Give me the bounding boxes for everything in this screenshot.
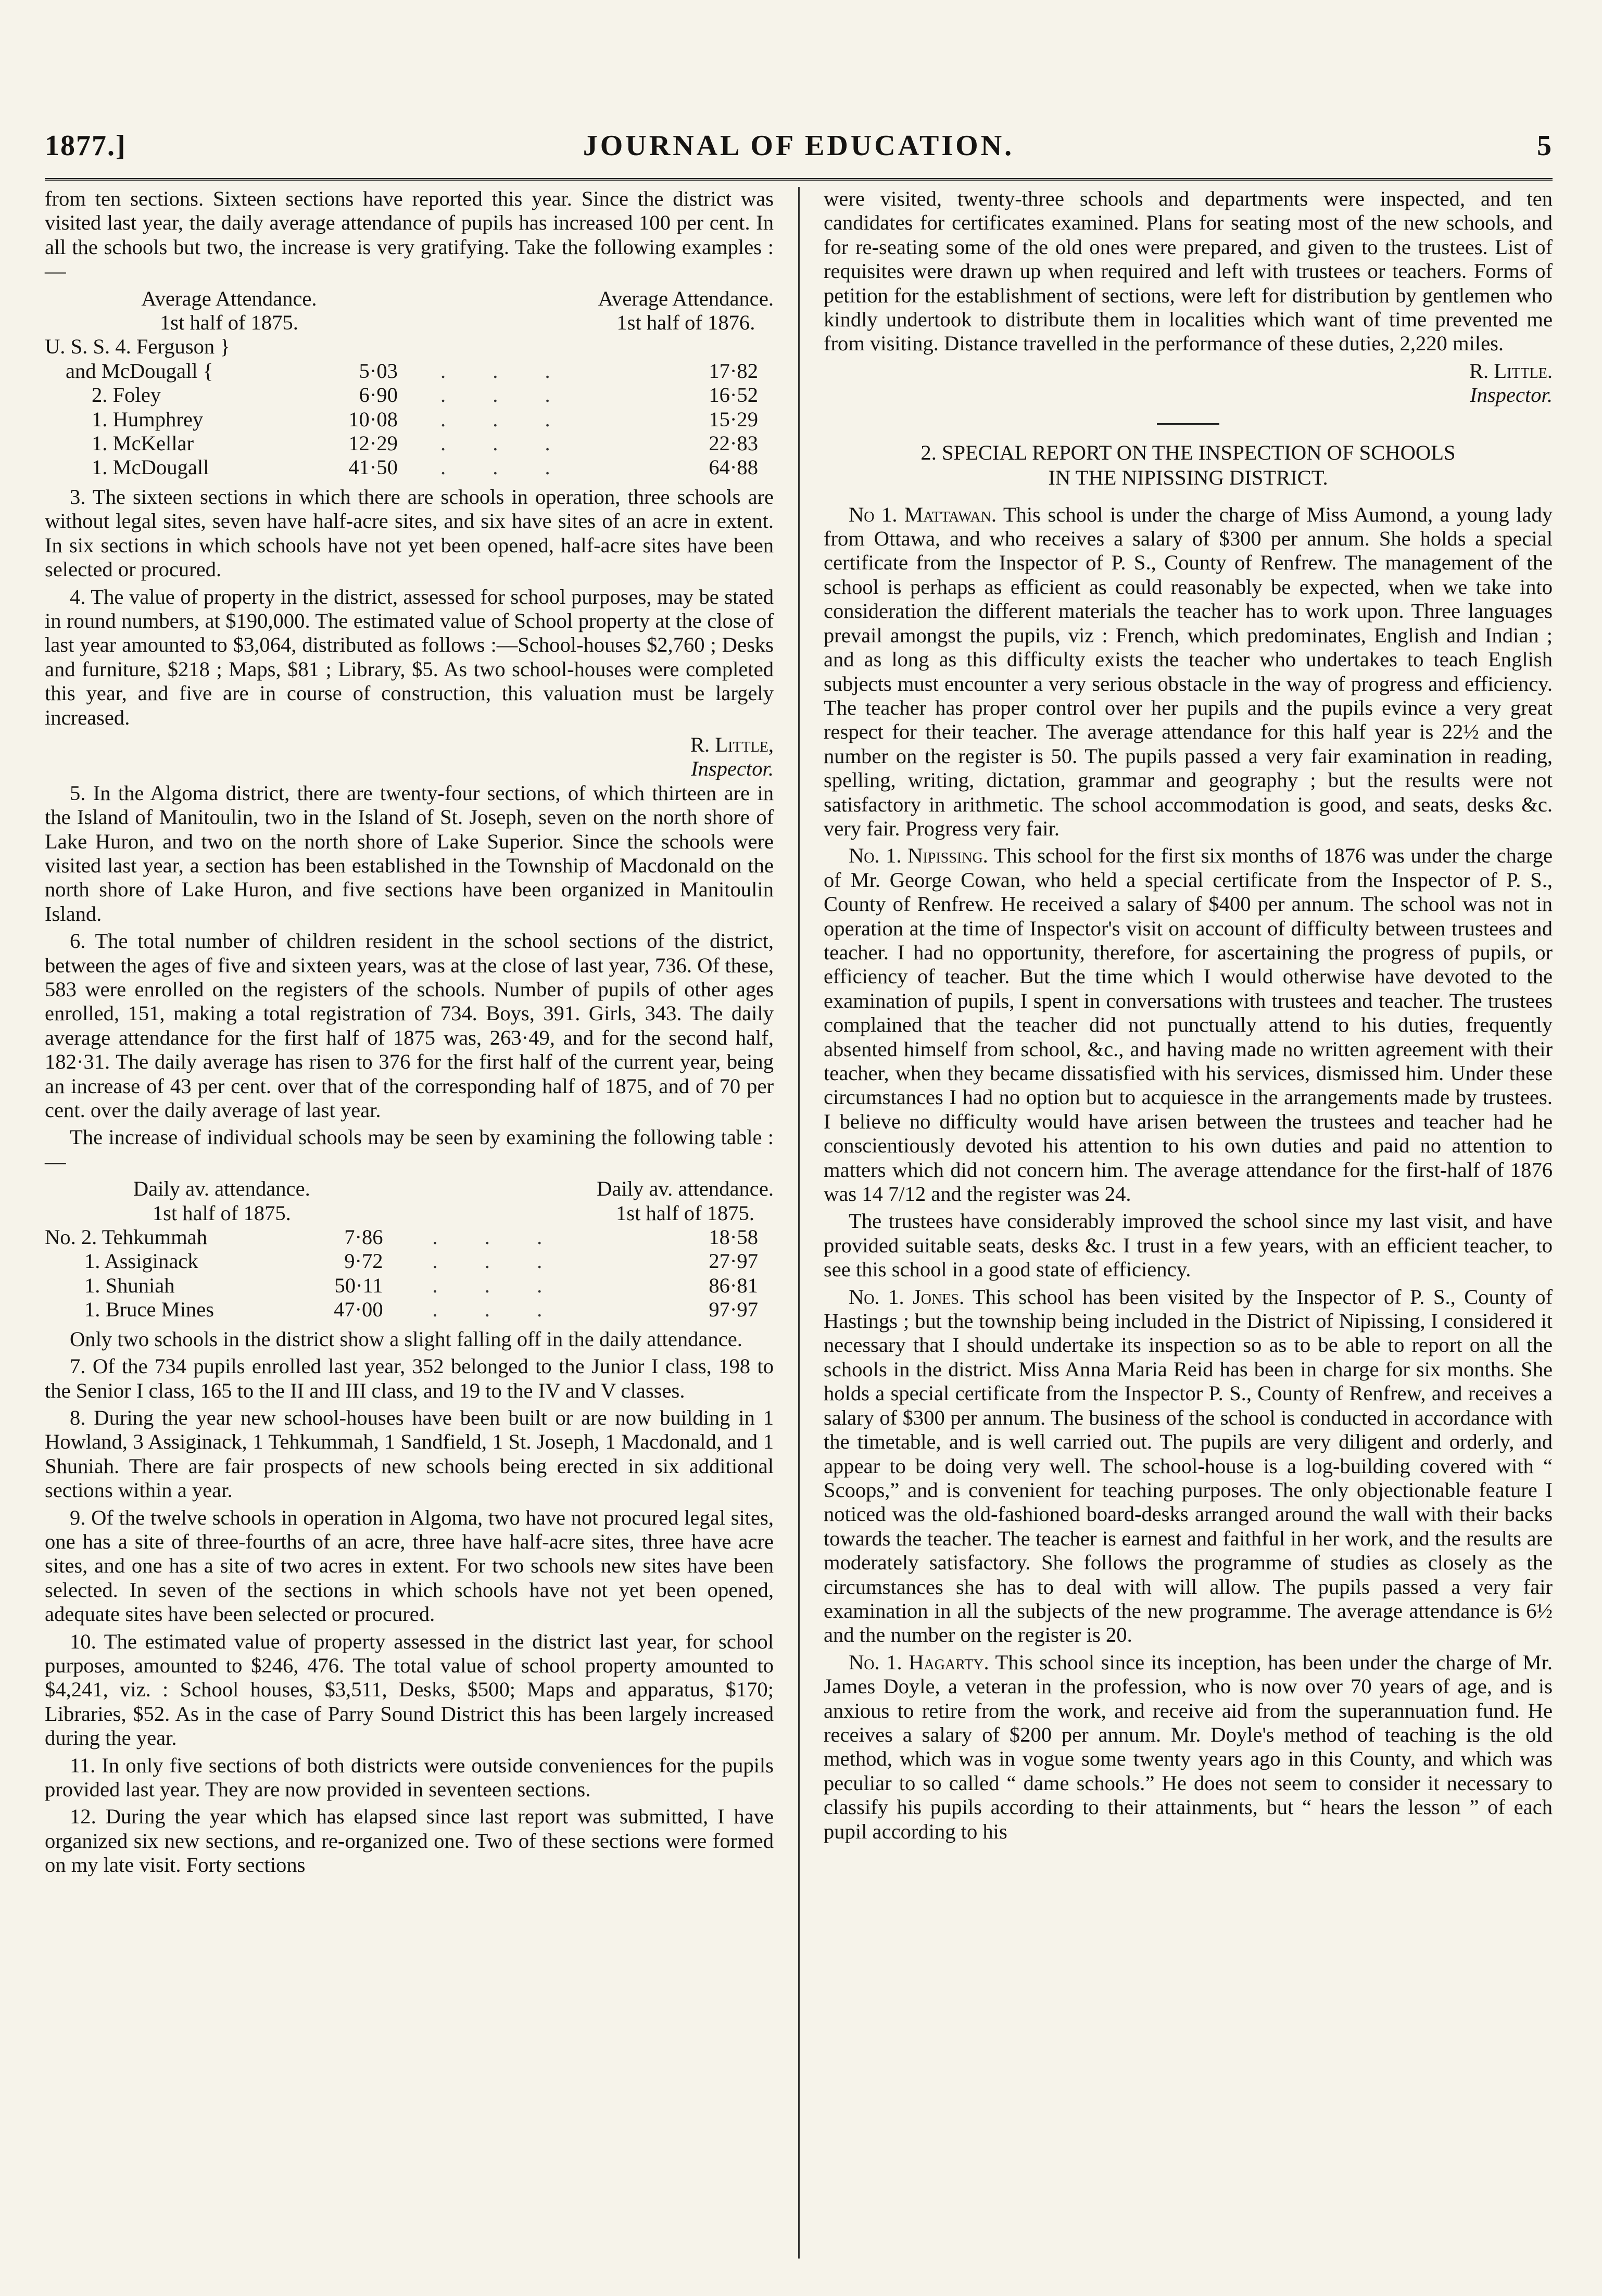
left-column bbox=[45, 187, 774, 2259]
signature-title: Inspector. bbox=[1470, 383, 1553, 407]
paragraph-6c: Only two schools in the district show a slight falling off in the daily attendance. bbox=[70, 1327, 742, 1351]
paragraph-continued: were visited, twenty-three schools and departments were inspected, and ten candidates for certificates examined. Plans for seating most of the new schools, and for re-seating some of the old ones were prepared, and given to the trustees. List of requisites were drawn up when required and left with trustees or teachers. Forms of petition for the establishment of sections, were left for distribution by gentlemen who kindly undertook to distribute them in localities which want of time prevented me from visiting. Distance travelled in the performance of these duties, 2,220 miles. bbox=[824, 187, 1553, 356]
school-name-jones: No. 1. Jones. bbox=[849, 1285, 965, 1309]
table-row: No. 2. Tehkummah 7·86 . . . 18·58 bbox=[45, 1225, 774, 1249]
issue-year: 1877.] bbox=[45, 130, 127, 162]
paragraph-12: 12. During the year which has elapsed since last report was submitted, I have organized six new sections, and re-organized one. Two of these sections were formed on my late visit. Forty sections bbox=[45, 1805, 774, 1877]
attendance-table-1 bbox=[45, 287, 774, 480]
value-1876: 27·97 bbox=[709, 1249, 758, 1273]
school-name-hagarty: No. 1. Hagarty. bbox=[849, 1650, 989, 1674]
heading-line-1: 2. SPECIAL REPORT ON THE INSPECTION OF SCHOOLS bbox=[920, 440, 1456, 464]
table-row bbox=[45, 335, 774, 359]
row-label: 2. Foley bbox=[92, 383, 161, 407]
value-1876: 64·88 bbox=[709, 455, 758, 479]
table2-col1-head: Daily av. attendance. bbox=[133, 1177, 310, 1201]
table-row: 1. Bruce Mines 47·00 . . . 97·97 bbox=[45, 1298, 774, 1322]
table2-col2-sub: 1st half of 1875. bbox=[616, 1201, 755, 1225]
school-name-nipissing: No. 1. Nipissing. bbox=[849, 844, 988, 868]
table-row: 1. Assiginack 9·72 . . . 27·97 bbox=[45, 1249, 774, 1273]
signature-title: Inspector. bbox=[691, 757, 774, 781]
table2-col2-head: Daily av. attendance. bbox=[597, 1177, 774, 1201]
value-1876: 17·82 bbox=[709, 359, 758, 383]
value-1875: 5·03 bbox=[359, 359, 398, 383]
column-rule bbox=[798, 187, 800, 2259]
table-row: 1. McKellar 12·29 . . . 22·83 bbox=[45, 432, 774, 455]
value-1875: 47·00 bbox=[333, 1298, 383, 1322]
paragraph-trustees: The trustees have considerably improved the school since my last visit, and have provided suitable seats, desks &c. I trust in a few years, with an efficient teacher, to see this school in a good state of efficiency. bbox=[824, 1209, 1553, 1282]
paragraph-intro: from ten sections. Sixteen sections have reported this year. Since the district was visited last year, the daily average attendance of pupils has increased 100 per cent. In all the schools but two, the increase is very gratifying. Take the following examples :— bbox=[45, 187, 774, 283]
report-nipissing: No. 1. Nipissing. This school for the first six months of 1876 was under the charge of Mr. George Cowan, who held a special certificate from the Inspector of P. S., County of Renfrew. He received a salary of $400 per annum. The school was not in operation at the time of Inspector's visit on account of difficulty between trustees and teacher. I had no opportunity, therefore, for ascertaining the progress of pupils, or efficiency of teacher. But the time which I would otherwise have devoted to the examination of pupils, I spent in conversations with trustees and teacher. The trustees complained that the teacher did not punctually attend to his duties, frequently absented himself from school, &c., and having made no written agreement with their teacher, when they became dissatisfied with his services, dismissed him. Under these circumstances I had no option but to acquiesce in the arrangements made by trustees. I believe no difficulty would have arisen between the trustees and teacher had he conscientiously devoted his attention to his own duties and paid no attention to matters which did not concern him. The average attendance for the first-half of 1876 was 14 7/12 and the register was 24. bbox=[824, 844, 1553, 1206]
heading-line-2: IN THE NIPISSING DISTRICT. bbox=[1048, 465, 1328, 489]
report-jones: No. 1. Jones. This school has been visited by the Inspector of P. S., County of Hastings ; but the township being included in the District of Nipissing, I considered it necessary that I should undertake its inspection so as to be able to report on all the schools in the district. Miss Anna Maria Reid has been in charge for six months. She holds a special certificate from the Inspector P. S., County of Renfrew, and receives a salary of $300 per annum. The business of the school is conducted in accordance with the timetable, and is well carried out. The pupils are very diligent and orderly, and appear to be doing very well. The school-house is a log-building covered with “ Scoops,” and is convenient for teaching purposes. The only objectionable feature I noticed was the old-fashioned board-desks arranged around the wall with their backs towards the teacher. The teacher is earnest and faithful in her work, and the results are moderately satisfactory. She follows the programme of studies as closely as the circumstances she has to deal with will allow. The pupils passed a very fair examination in all the subjects of the new programme. The average attendance is 6½ and the number on the register is 20. bbox=[824, 1285, 1553, 1647]
value-1876: 86·81 bbox=[709, 1273, 758, 1297]
signature-name: R. Little. bbox=[1469, 359, 1553, 383]
signature-name: R. Little, bbox=[690, 732, 774, 756]
value-1876: 15·29 bbox=[709, 407, 758, 431]
row-label: U. S. S. 4. Ferguson } bbox=[45, 335, 230, 359]
value-1876: 22·83 bbox=[709, 432, 758, 455]
paragraph-3: 3. The sixteen sections in which there are schools in operation, three schools are without legal sites, seven have half-acre sites, and six have sites of an acre in extent. In six sections in which schools have not yet been opened, half-acre sites have been selected or procured. bbox=[45, 485, 774, 581]
value-1875: 10·08 bbox=[348, 407, 398, 431]
paragraph-6: 6. The total number of children resident in the school sections of the district, between the ages of five and sixteen years, was at the close of last year, 736. Of these, 583 were enrolled on the registers of the schools. Number of pupils of other ages enrolled, 151, making a total registration of 734. Boys, 391. Girls, 343. The daily average attendance for the first half of 1875 was, 263·49, and for the second half, 182·31. The daily average has risen to 376 for the first half of the current year, being an increase of 43 per cent. over that of the corresponding half of 1875, and of 70 per cent. over the daily average of last year. bbox=[45, 929, 774, 1122]
right-column bbox=[824, 187, 1553, 2259]
text-columns bbox=[45, 187, 1553, 2259]
value-1876: 97·97 bbox=[709, 1298, 758, 1322]
paragraph-6b: The increase of individual schools may be seen by examining the following table :— bbox=[45, 1125, 774, 1173]
table2-col1-sub: 1st half of 1875. bbox=[152, 1201, 291, 1225]
value-1875: 7·86 bbox=[344, 1225, 383, 1249]
journal-title: JOURNAL OF EDUCATION. bbox=[583, 130, 1015, 162]
value-1875: 12·29 bbox=[348, 432, 398, 455]
paragraph-9: 9. Of the twelve schools in operation in Algoma, two have not procured legal sites, one has a site of three-fourths of an acre, three have half-acre sites, three have acre sites, and one has a site of two acres in extent. For two schools new sites have been selected. In seven of the sections in which schools have not yet been opened, adequate sites have been selected or procured. bbox=[45, 1505, 774, 1626]
value-1876: 16·52 bbox=[709, 383, 758, 407]
table-row: 1. Humphrey 10·08 . . . 15·29 bbox=[45, 408, 774, 432]
report-mattawan: No 1. Mattawan. This school is under the charge of Miss Aumond, a young lady from Ottawa, and who receives a salary of $300 per annum. She holds a special certificate from the Inspector of P. S., County of Renfrew. The management of the school is perhaps as efficient as could reasonably be expected, when we take into consideration the different materials the teacher has to work upon. Three languages prevail amongst the pupils, viz : French, which predominates, English and Indian ; and as long as this difficulty exists the teacher who undertakes to teach English subjects must encounter a very serious obstacle in the way of progress and efficiency. The teacher has proper control over her pupils and the pupils evince a very great respect for their teacher. The average attendance for this half year is 22½ and the number on the register is 50. The pupils passed a very fair examination in reading, spelling, writing, dictation, grammar and geography ; but the results were not satisfactory in arithmetic. The school accommodation is good, and seats, desks &c. very fair. Progress very fair. bbox=[824, 502, 1553, 840]
school-name-mattawan: No 1. Mattawan. bbox=[849, 502, 997, 526]
page-number: 5 bbox=[1537, 130, 1553, 162]
paragraph-11: 11. In only five sections of both districts were outside conveniences for the pupils provided last year. They are now provided in seventeen sections. bbox=[45, 1753, 774, 1801]
header-rule bbox=[45, 178, 1553, 181]
table1-col1-head: Average Attendance. bbox=[141, 286, 317, 310]
report-hagarty: No. 1. Hagarty. This school since its inception, has been under the charge of Mr. James Doyle, a veteran in the profession, who is now over 70 years of age, and is anxious to retire from the work, and receive aid from the superannuation fund. He receives a salary of $200 per annum. Mr. Doyle's method of teaching is the old method, which was in vogue some twenty years ago in this County, and which was peculiar to so called “ dame schools.” He does not seem to consider it necessary to classify his pupils according to their attainments, but “ hears the lesson ” of each pupil according to his bbox=[824, 1650, 1553, 1843]
row-label: 1. McKellar bbox=[92, 432, 194, 455]
paragraph-8: 8. During the year new school-houses have been built or are now building in 1 Howland, 3 Assiginack, 1 Tehkummah, 1 Sandfield, 1 St. Joseph, 1 Macdonald, and 1 Shuniah. There are fair prospects of new schools being erected in six additional sections within a year. bbox=[45, 1405, 774, 1502]
value-1875: 9·72 bbox=[344, 1249, 383, 1273]
paragraph-7: 7. Of the 734 pupils enrolled last year, 352 belonged to the Junior I class, 198 to the Senior I class, 165 to the II and III class, and 19 to the IV and V classes. bbox=[45, 1354, 774, 1402]
row-label: 1. Assiginack bbox=[84, 1249, 198, 1273]
table-row: 1. Shuniah 50·11 . . . 86·81 bbox=[45, 1274, 774, 1298]
row-label: 1. Humphrey bbox=[92, 407, 204, 431]
value-1875: 41·50 bbox=[348, 455, 398, 479]
paragraph-10: 10. The estimated value of property assessed in the district last year, for school purposes, amounted to $246, 476. The total value of school property amounted to $4,241, viz. : School houses, $3,511, Desks, $500; Maps and apparatus, $170; Libraries, $52. As in the case of Parry Sound District this has been largely increased during the year. bbox=[45, 1629, 774, 1750]
table-row: 1. McDougall 41·50 . . . 64·88 bbox=[45, 455, 774, 479]
row-label: 1. Shuniah bbox=[84, 1273, 175, 1297]
value-1875: 50·11 bbox=[334, 1273, 383, 1297]
row-label: 1. McDougall bbox=[92, 455, 209, 479]
attendance-table-2 bbox=[45, 1177, 774, 1322]
table-row: and McDougall { 5·03 . . . 17·82 bbox=[45, 359, 774, 383]
row-label: 1. Bruce Mines bbox=[84, 1298, 215, 1322]
row-label: and McDougall { bbox=[66, 359, 213, 383]
table1-col2-sub: 1st half of 1876. bbox=[616, 311, 755, 335]
section-rule bbox=[1157, 423, 1219, 425]
section-heading bbox=[824, 440, 1553, 490]
paragraph-5: 5. In the Algoma district, there are twenty-four sections, of which thirteen are in the Island of Manitoulin, two in the Island of St. Joseph, seven on the north shore of Lake Huron, and two on the north shore of Lake Superior. Since the schools were visited last year, a section has been established in the Township of Macdonald on the north shore of Lake Huron, and five sections have been organized in Manitoulin Island. bbox=[45, 781, 774, 925]
running-head bbox=[45, 120, 1553, 167]
table-row: 2. Foley 6·90 . . . 16·52 bbox=[45, 383, 774, 407]
paragraph-4: 4. The value of property in the district, assessed for school purposes, may be stated in round numbers, at $190,000. The estimated value of School property at the close of last year amounted to $3,064, distributed as follows :—School-houses $2,760 ; Desks and furniture, $218 ; Maps, $81 ; Library, $5. As two school-houses were completed this year, and five are in course of construction, this valuation must be largely increased. bbox=[45, 585, 774, 729]
table1-col1-sub: 1st half of 1875. bbox=[159, 311, 298, 335]
row-label: No. 2. Tehkummah bbox=[45, 1225, 207, 1249]
value-1876: 18·58 bbox=[709, 1225, 758, 1249]
value-1875: 6·90 bbox=[359, 383, 398, 407]
table1-col2-head: Average Attendance. bbox=[598, 286, 774, 310]
